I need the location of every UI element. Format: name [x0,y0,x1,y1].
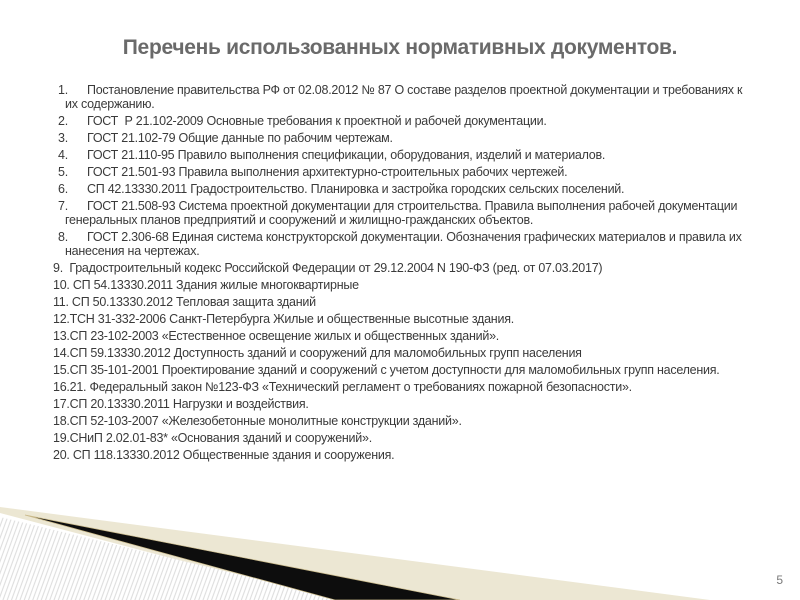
list-item-text: 19.СНиП 2.02.01-83* «Основания зданий и сооружений». [53,431,372,445]
list-item [58,199,747,227]
list-item [53,329,747,343]
list-item [53,363,747,377]
list-item [53,414,747,428]
list-item [58,148,747,162]
list-item-number: 5. [58,165,68,179]
slide-title: Перечень использованных нормативных документов. [122,36,678,59]
list-item-text: 20. СП 118.13330.2012 Общественные здания и сооружения. [53,448,395,462]
list-item [53,397,747,411]
list-item-text: СП 42.13330.2011 Градостроительство. Планировка и застройка городских сельских поселений. [87,182,625,196]
pinstripe-triangle [0,517,345,600]
list-item-text: ГОСТ 2.306-68 Единая система конструкторской документации. Обозначения графических материалов и правила их нанесения на чертежах. [65,230,745,258]
list-item [53,312,747,326]
list-item-text: 16.21. Федеральный закон №123-ФЗ «Технический регламент о требованиях пожарной безопасности». [53,380,632,394]
list-item-text: Постановление правительства РФ от 02.08.2012 № 87 О составе разделов проектной документации и требованиях к их содержанию. [65,83,746,111]
list-item-text: 13.СП 23-102-2003 «Естественное освещение жилых и общественных зданий». [53,329,500,343]
footer-swoosh-decoration [0,500,800,600]
list-item-text: ГОСТ Р 21.102-2009 Основные требования к проектной и рабочей документации. [87,114,547,128]
black-swoosh [25,515,460,600]
list-item-number: 3. [58,131,68,145]
list-item [58,182,747,196]
list-item [53,448,747,462]
list-item-text: 18.СП 52-103-2007 «Железобетонные монолитные конструкции зданий». [53,414,462,428]
list-item-number: 7. [58,199,68,213]
list-item [58,165,747,179]
list-item [58,114,747,128]
list-item [53,346,747,360]
list-item-text: 9. Градостроительный кодекс Российской Федерации от 29.12.2004 N 190-ФЗ (ред. от 07.03.2017) [53,261,603,275]
list-item [58,230,747,258]
list-item-text: 11. СП 50.13330.2012 Тепловая защита зданий [53,295,316,309]
list-item-text: 17.СП 20.13330.2011 Нагрузки и воздействия. [53,397,309,411]
list-item-number: 4. [58,148,68,162]
list-item-text: 15.СП 35-101-2001 Проектирование зданий и сооружений с учетом доступности для маломобильных групп населения. [53,363,720,377]
list-item-number: 2. [58,114,68,128]
list-item-text: 12.ТСН 31-332-2006 Санкт-Петербурга Жилые и общественные высотные здания. [53,312,514,326]
list-item [53,431,747,445]
list-item-text: ГОСТ 21.508-93 Система проектной документации для строительства. Правила выполнения рабочей документации генеральных планов предприятий и сооружений и жилищно-гражданских объектов. [65,199,741,227]
list-item-text: ГОСТ 21.110-95 Правило выполнения спецификации, оборудования, изделий и материалов. [87,148,606,162]
list-item-text: ГОСТ 21.501-93 Правила выполнения архитектурно-строительных рабочих чертежей. [87,165,568,179]
list-item [58,83,747,111]
list-item-text: ГОСТ 21.102-79 Общие данные по рабочим чертежам. [87,131,393,145]
list-item-text: 14.СП 59.13330.2012 Доступность зданий и сооружений для маломобильных групп населения [53,346,582,360]
cream-wedge [0,507,710,600]
list-item [53,278,747,292]
list-item-number: 6. [58,182,68,196]
document-list [53,83,747,462]
list-item [53,261,747,275]
list-item [53,295,747,309]
list-item [53,380,747,394]
list-item [58,131,747,145]
list-item-number: 1. [58,83,68,97]
list-item-text: 10. СП 54.13330.2011 Здания жилые многоквартирные [53,278,359,292]
list-item-number: 8. [58,230,68,244]
page-number: 5 [776,573,783,587]
